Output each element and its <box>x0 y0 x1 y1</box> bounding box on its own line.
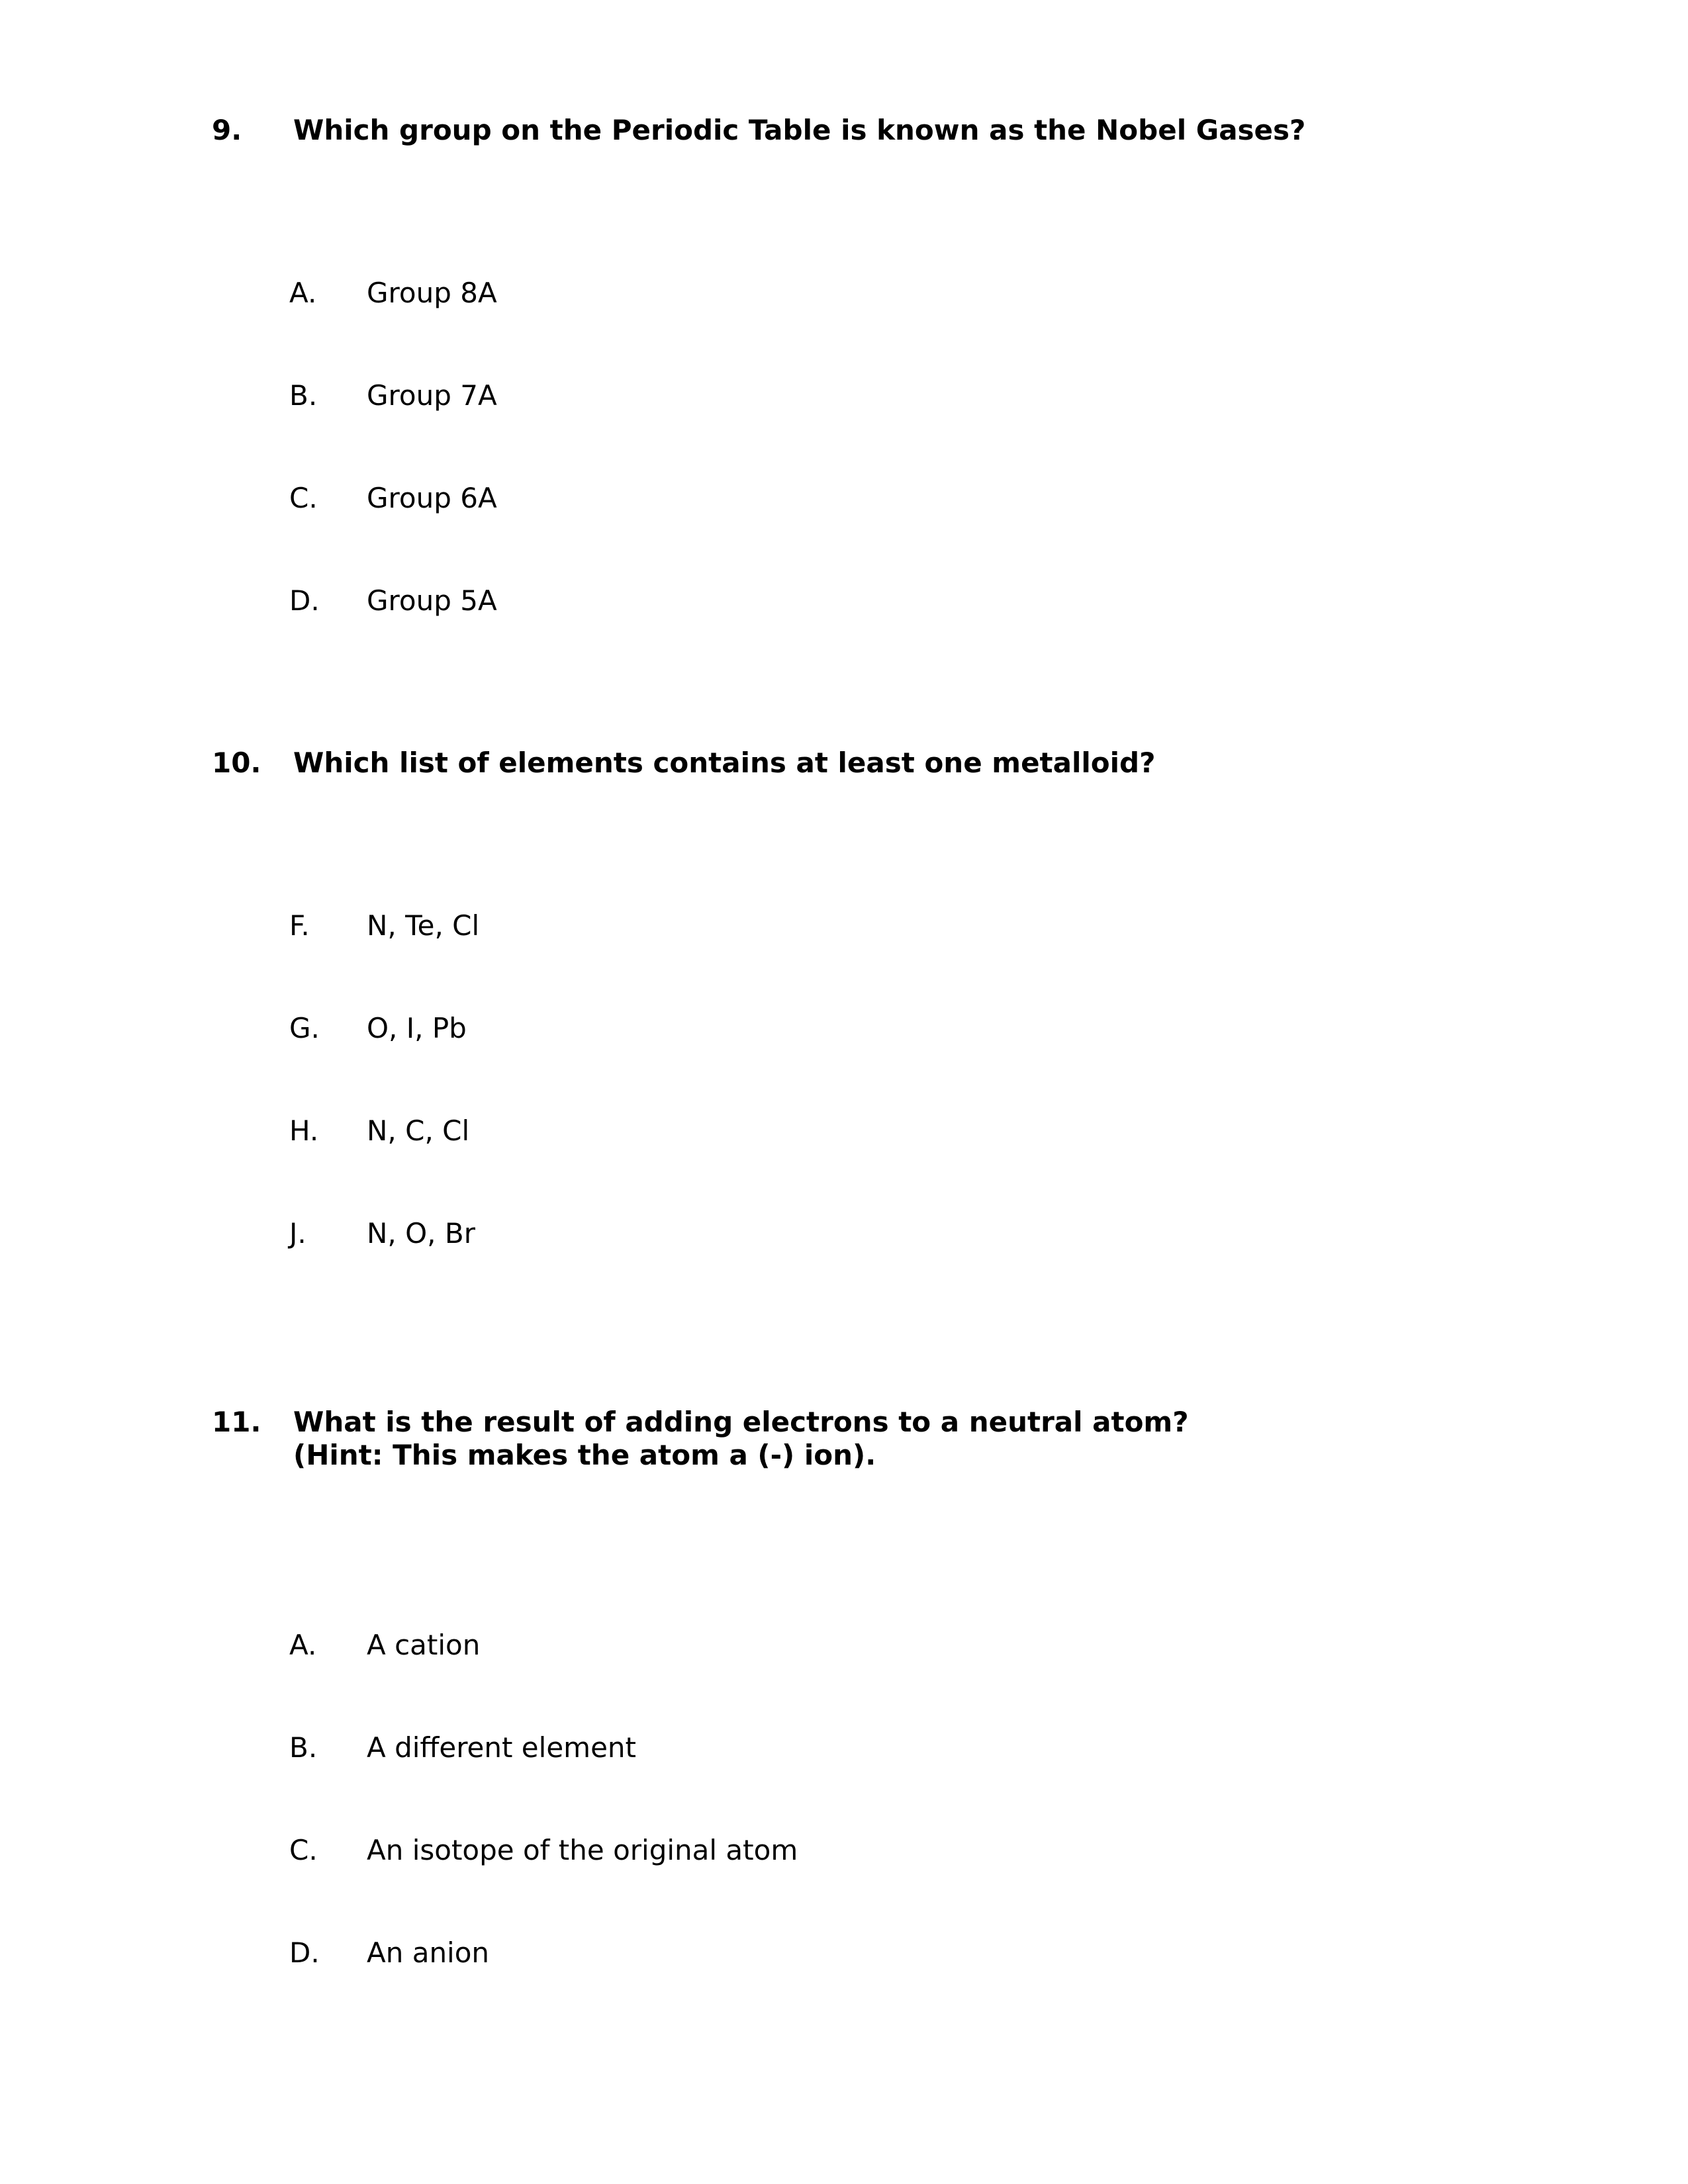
option-text: A different element <box>367 1731 636 1764</box>
option-text: N, Te, Cl <box>367 909 480 942</box>
question-number: 11. <box>212 1406 261 1438</box>
option-text: A cation <box>367 1629 481 1661</box>
option-letter: D. <box>289 1936 320 1969</box>
option-letter: C. <box>289 482 318 514</box>
question-number: 9. <box>212 114 242 146</box>
option-letter: F. <box>289 909 310 942</box>
option-text: An anion <box>367 1936 490 1969</box>
option-text: Group 6A <box>367 482 497 514</box>
question-hint: (Hint: This makes the atom a (-) ion). <box>293 1439 876 1471</box>
option-text: N, O, Br <box>367 1217 475 1250</box>
option-text: An isotope of the original atom <box>367 1834 798 1866</box>
option-letter: A. <box>289 277 317 309</box>
option-letter: B. <box>289 1731 318 1764</box>
question-text: Which group on the Periodic Table is known as the Nobel Gases? <box>293 114 1306 146</box>
question-text: What is the result of adding electrons to a neutral atom? <box>293 1406 1189 1438</box>
option-text: N, C, Cl <box>367 1115 470 1147</box>
option-letter: D. <box>289 584 320 617</box>
option-text: Group 5A <box>367 584 497 617</box>
option-text: O, I, Pb <box>367 1012 467 1044</box>
option-letter: C. <box>289 1834 318 1866</box>
option-letter: G. <box>289 1012 320 1044</box>
option-letter: J. <box>289 1217 306 1250</box>
question-number: 10. <box>212 747 261 779</box>
option-letter: H. <box>289 1115 319 1147</box>
option-letter: A. <box>289 1629 317 1661</box>
option-text: Group 7A <box>367 379 497 412</box>
option-letter: B. <box>289 379 318 412</box>
option-text: Group 8A <box>367 277 497 309</box>
question-text: Which list of elements contains at least one metalloid? <box>293 747 1156 779</box>
